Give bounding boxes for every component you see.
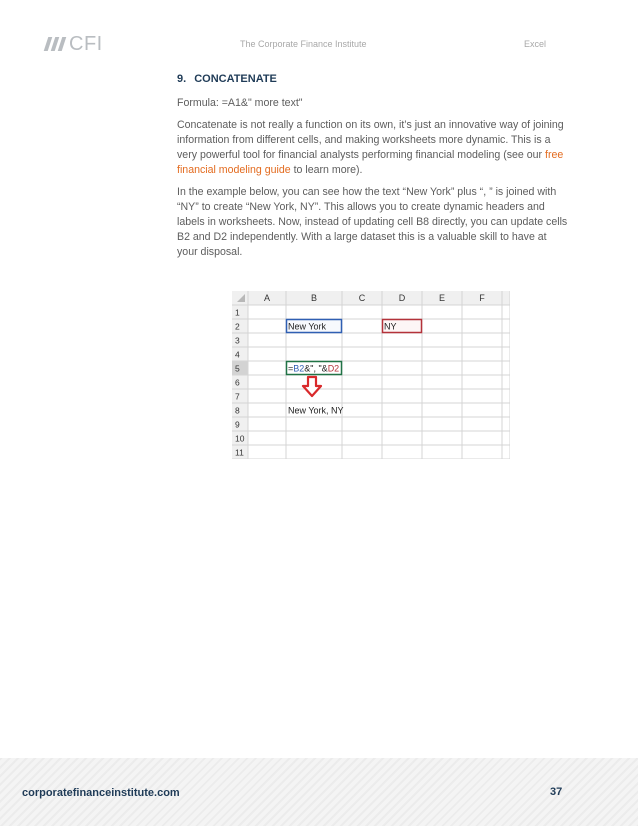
financial-modeling-guide-link[interactable]: free financial modeling guide [177, 149, 564, 176]
excel-screenshot [232, 291, 510, 459]
column-label: E [438, 293, 446, 303]
cfi-logo [46, 34, 103, 54]
row-label: 3 [235, 335, 240, 346]
paragraph-intro-end: to learn more). [290, 164, 363, 176]
column-label: A [263, 293, 271, 303]
section-title-text: CONCATENATE [194, 73, 277, 85]
main-content [177, 73, 569, 267]
section-number: 9. [177, 73, 187, 85]
column-label: F [479, 293, 485, 303]
row-label: 2 [235, 321, 240, 332]
row-label: 5 [235, 363, 240, 374]
page-footer [0, 758, 638, 826]
paragraph-example: In the example below, you can see how the text “New York” plus “, ” is joined with “NY” to create “New York, NY”. This allows you to create dynamic headers and labels in worksheets. Now, instead of updating cell B8 directly, you can update cells B2 and D2 independently. With a large dataset this is a valuable skill to have at your disposal. [177, 186, 568, 258]
row-label: 9 [235, 419, 240, 430]
column-header-bar [232, 291, 510, 305]
formula-part: = [288, 363, 294, 374]
cell-b5-formula [288, 364, 339, 374]
cell-d2-text: NY [384, 321, 397, 332]
row-label: 8 [235, 405, 240, 416]
logo-text: CFI [69, 32, 103, 55]
formula-part: B2 [293, 363, 305, 374]
row-label: 4 [235, 349, 240, 360]
paragraph-intro-text: Concatenate is not really a function on its own, it’s just an innovative way of joining information from different cells, and making worksheets more dynamic. This is a very powerful tool for financial analysts performing financial modeling (see our [177, 119, 564, 161]
formula-part: &", "& [304, 363, 328, 374]
column-label: B [310, 293, 318, 303]
row-label: 11 [235, 447, 244, 458]
spreadsheet-grid [232, 291, 510, 459]
row-label: 1 [235, 307, 240, 318]
header-section: Excel [524, 39, 547, 49]
down-arrow-icon [303, 377, 321, 396]
column-label: C [358, 293, 366, 303]
formula-part: D2 [327, 363, 340, 374]
footer-url[interactable]: corporatefinanceinstitute.com [22, 787, 180, 799]
row-label: 10 [235, 433, 245, 444]
cell-b8-text: New York, NY [288, 405, 344, 416]
logo-bars-icon [46, 37, 64, 51]
row-label: 6 [235, 377, 240, 388]
section-title [177, 73, 569, 85]
paragraph-intro [177, 118, 569, 178]
header-title: The Corporate Finance Institute [240, 39, 367, 49]
column-label: D [398, 293, 406, 303]
page-number: 37 [550, 786, 563, 798]
formula-line: Formula: =A1&" more text" [177, 97, 303, 109]
row-label: 7 [235, 391, 240, 402]
cell-b2-text: New York [288, 321, 327, 332]
